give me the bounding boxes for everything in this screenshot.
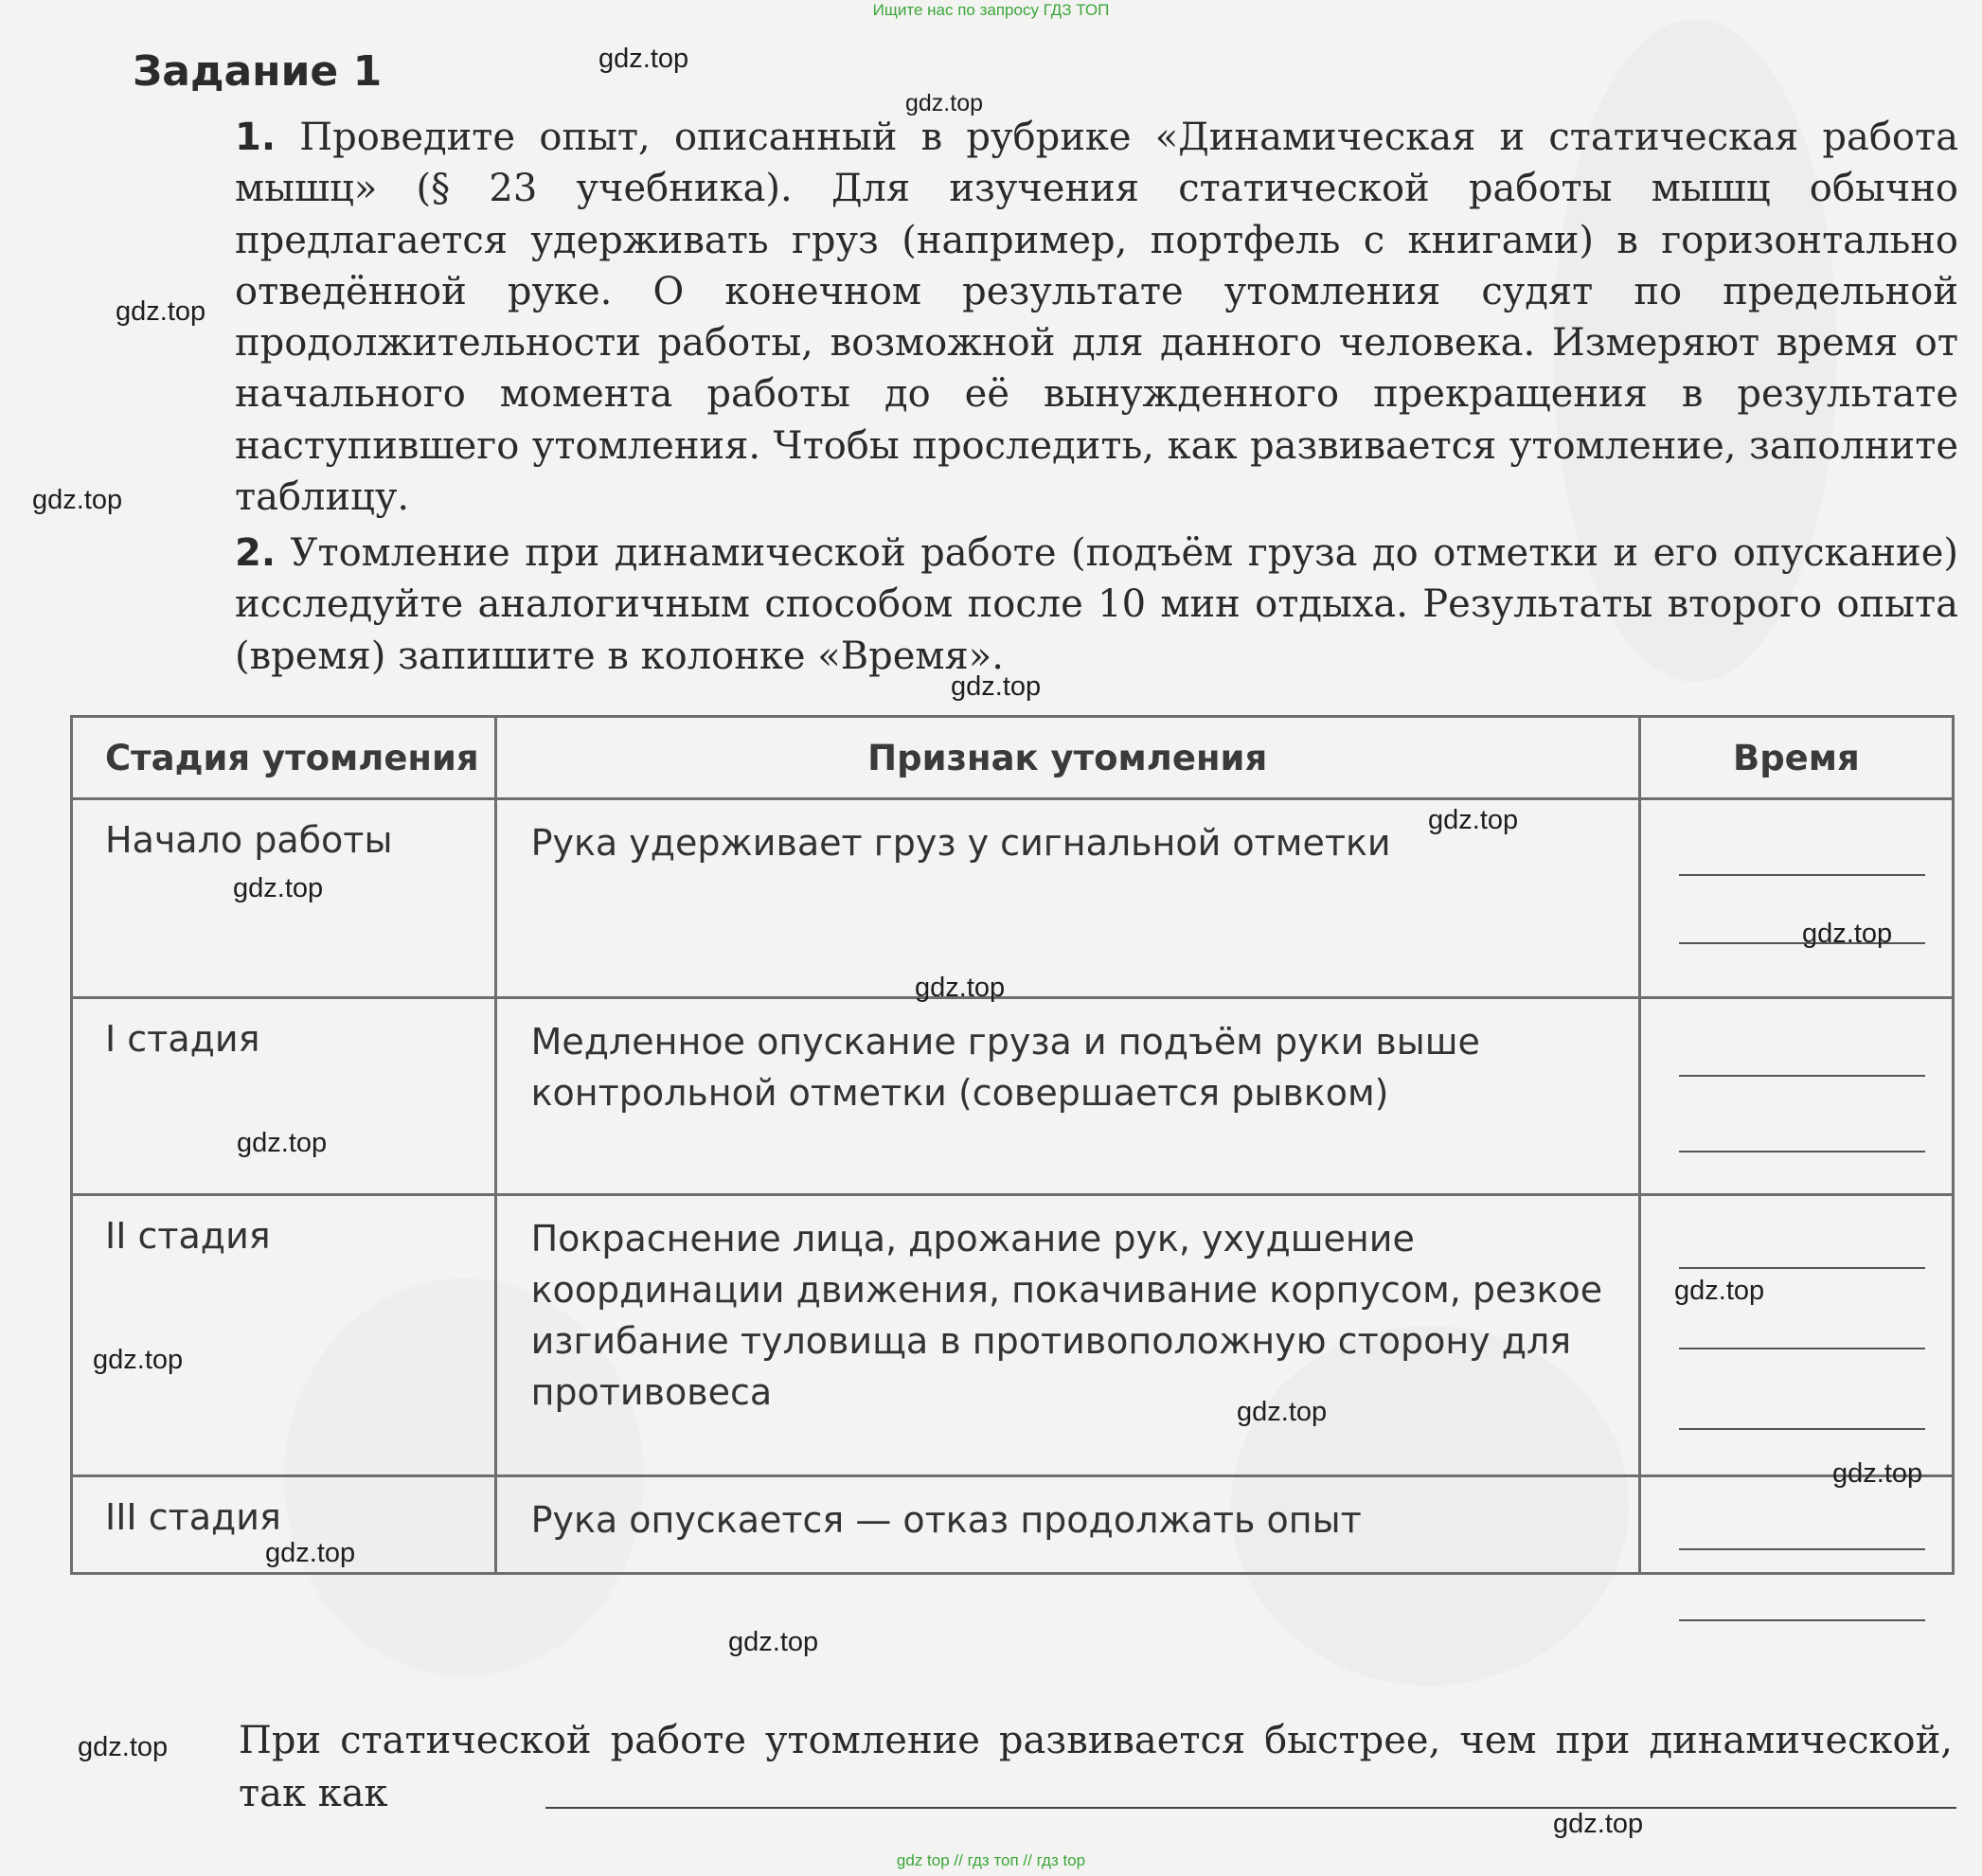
table-row: [72, 998, 1954, 1195]
watermark: gdz.top: [598, 44, 689, 74]
top-banner[interactable]: Ищите нас по запросу ГДЗ ТОП: [872, 1, 1110, 19]
watermark: gdz.top: [1802, 919, 1893, 949]
header-time: Время: [1639, 717, 1953, 799]
watermark: gdz.top: [951, 671, 1042, 702]
time-cell[interactable]: [1639, 1195, 1953, 1476]
answer-line[interactable]: [1679, 874, 1925, 876]
answer-line[interactable]: [1679, 1075, 1925, 1077]
stage-cell: I стадия: [72, 998, 496, 1195]
paragraph-2: [235, 527, 1958, 682]
answer-line[interactable]: [1679, 1428, 1925, 1430]
stage-cell: Начало работы: [72, 799, 496, 998]
paragraph-1-number: 1.: [235, 116, 277, 159]
watermark: gdz.top: [1832, 1458, 1923, 1489]
answer-line[interactable]: [1679, 1151, 1925, 1152]
answer-line[interactable]: [1679, 1619, 1925, 1621]
sign-cell: Рука опускается — отказ продолжать опыт: [495, 1476, 1639, 1574]
bottom-banner[interactable]: gdz top // гдз топ // гдз top: [896, 1851, 1086, 1869]
header-stage: Стадия утомления: [72, 717, 496, 799]
paragraph-1-text: Проведите опыт, описанный в рубрике «Динамическая и статическая работа мышц» (§ 23 учебника). Для изучения статической работы мышц обычно предлагается удерживать груз (например, портфель с книгами) в горизонтально отведённой руке. О конечном результате утомления судят по предельной продолжительности работы, возможной для данного человека. Измеряют время от начального момента работы до её вынужденного прекращения в результате наступившего утомления. Чтобы проследить, как развивается утомление, заполните таблицу.: [235, 116, 1958, 520]
conclusion-text: При статической работе утомление развивается быстрее, чем при динамической, так как: [239, 1719, 1953, 1815]
watermark: gdz.top: [915, 973, 1006, 1003]
watermark: gdz.top: [728, 1627, 819, 1657]
sign-cell: Рука удерживает груз у сигнальной отметки: [495, 799, 1639, 998]
table-row: [72, 1195, 1954, 1476]
stage-cell: III стадия: [72, 1476, 496, 1574]
watermark: gdz.top: [905, 90, 984, 116]
watermark: gdz.top: [265, 1538, 356, 1568]
table-header-row: [72, 717, 1954, 799]
header-sign: Признак утомления: [495, 717, 1639, 799]
time-cell[interactable]: [1639, 1476, 1953, 1574]
conclusion-answer-line[interactable]: [545, 1807, 1956, 1809]
paragraph-2-number: 2.: [235, 531, 277, 575]
watermark: gdz.top: [1237, 1397, 1328, 1427]
answer-line[interactable]: [1679, 1267, 1925, 1269]
table-row: [72, 799, 1954, 998]
fatigue-table: [70, 715, 1955, 1575]
watermark: gdz.top: [32, 485, 123, 515]
answer-line[interactable]: [1679, 1548, 1925, 1550]
watermark: gdz.top: [237, 1128, 328, 1158]
paragraph-2-text: Утомление при динамической работе (подъём груза до отметки и его опускание) исследуйте аналогичным способом после 10 мин отдыха. Результаты второго опыта (время) запишите в колонке «Время».: [235, 531, 1958, 678]
watermark: gdz.top: [78, 1732, 169, 1762]
task-title: Задание 1: [133, 47, 383, 96]
watermark: gdz.top: [1428, 805, 1519, 835]
sign-cell: Покраснение лица, дрожание рук, ухудшение координации движения, покачивание корпусом, резкое изгибание туловища в противоположную сторону для противовеса: [495, 1195, 1639, 1476]
answer-line[interactable]: [1679, 1348, 1925, 1349]
stage-cell: II стадия: [72, 1195, 496, 1476]
watermark: gdz.top: [93, 1345, 184, 1375]
time-cell[interactable]: [1639, 998, 1953, 1195]
sign-cell: Медленное опускание груза и подъём руки выше контрольной отметки (совершается рывком): [495, 998, 1639, 1195]
watermark: gdz.top: [233, 873, 324, 903]
time-cell[interactable]: [1639, 799, 1953, 998]
watermark: gdz.top: [1553, 1809, 1644, 1839]
watermark: gdz.top: [116, 296, 206, 327]
paragraph-1: [235, 112, 1958, 523]
watermark: gdz.top: [1674, 1276, 1765, 1306]
